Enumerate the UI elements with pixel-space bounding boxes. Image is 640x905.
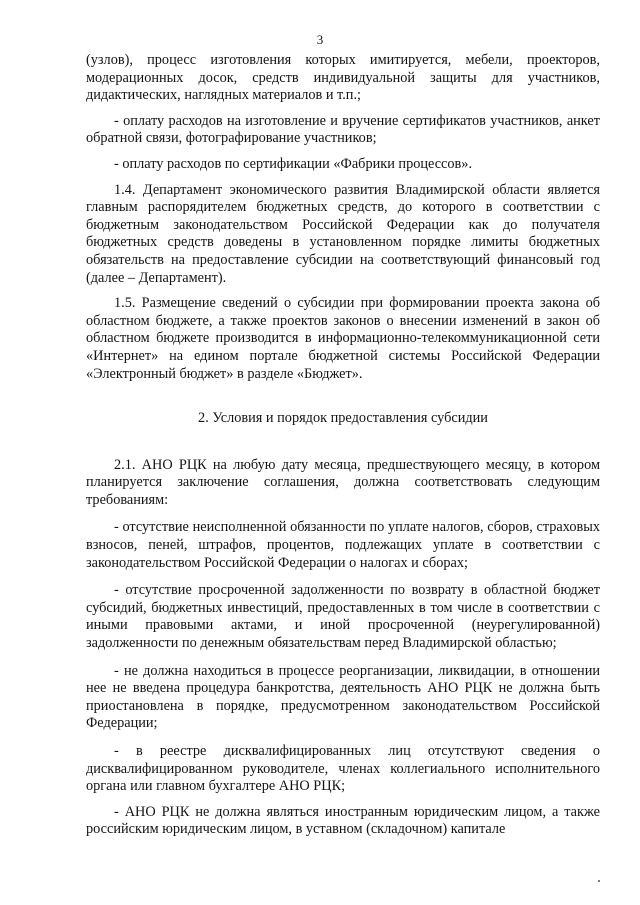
paragraph-requirement-reorganization: - не должна находиться в процессе реорганизации, ликвидации, в отношении нее не введена процедура банкротства, деятельность АНО РЦК не должна быть приостановлена в порядке, предусмотренном законодательством Российской Федерации; bbox=[86, 662, 600, 732]
paragraph-requirement-taxes: - отсутствие неисполненной обязанности по уплате налогов, сборов, страховых взносов, пеней, штрафов, процентов, подлежащих уплате в соответствии с законодательством Российской Федерации о налогах и сборах; bbox=[86, 519, 600, 571]
paragraph-requirement-debt: - отсутствие просроченной задолженности по возврату в областной бюджет субсидий, бюджетных инвестиций, предоставленных в том числе в соответствии с иными правовыми актами, и иной просроченной (неурегулированной) задолженности по денежным обязательствам перед Владимирской областью; bbox=[86, 582, 600, 652]
document-body bbox=[86, 52, 600, 839]
paragraph-2-1: 2.1. АНО РЦК на любую дату месяца, предшествующего месяцу, в котором планируется заключение соглашения, должна соответствовать следующим требованиям: bbox=[86, 456, 600, 508]
paragraph-requirement-disqualified: - в реестре дисквалифицированных лиц отсутствуют сведения о дисквалифицированном руководителе, членах коллегиального исполнительного органа или главном бухгалтере АНО РЦК; bbox=[86, 743, 600, 795]
scan-speck bbox=[598, 880, 600, 882]
paragraph-continuation: (узлов), процесс изготовления которых имитируется, мебели, проекторов, модерационных досок, средств индивидуальной защиты для участников, дидактических, наглядных материалов и т.п.; bbox=[86, 52, 600, 104]
paragraph-certification: - оплату расходов по сертификации «Фабрики процессов». bbox=[114, 155, 473, 172]
paragraph-1-4: 1.4. Департамент экономического развития Владимирской области является главным распорядителем бюджетных средств, до которого в соответствии с бюджетным законодательством Российской Федерации как до получателя бюджетных средств доведены в установленном порядке лимиты бюджетных обязательств на предоставление субсидии на соответствующий финансовый год (далее – Департамент). bbox=[86, 181, 600, 286]
page-number: 3 bbox=[316, 32, 324, 47]
paragraph-1-5: 1.5. Размещение сведений о субсидии при формировании проекта закона об областном бюджете, а также проектов законов о внесении изменений в закон об областном бюджете производится в информационно-телекоммуникационной сети «Интернет» на едином портале бюджетной системы Российской Федерации «Электронный бюджет» в разделе «Бюджет». bbox=[86, 295, 600, 382]
section-heading: 2. Условия и порядок предоставления субсидии bbox=[198, 410, 488, 427]
paragraph-certificates: - оплату расходов на изготовление и вручение сертификатов участников, анкет обратной связи, фотографирование участников; bbox=[86, 112, 600, 147]
paragraph-requirement-foreign: - АНО РЦК не должна являться иностранным юридическим лицом, а также российским юридическим лицом, в уставном (складочном) капитале bbox=[86, 803, 600, 838]
